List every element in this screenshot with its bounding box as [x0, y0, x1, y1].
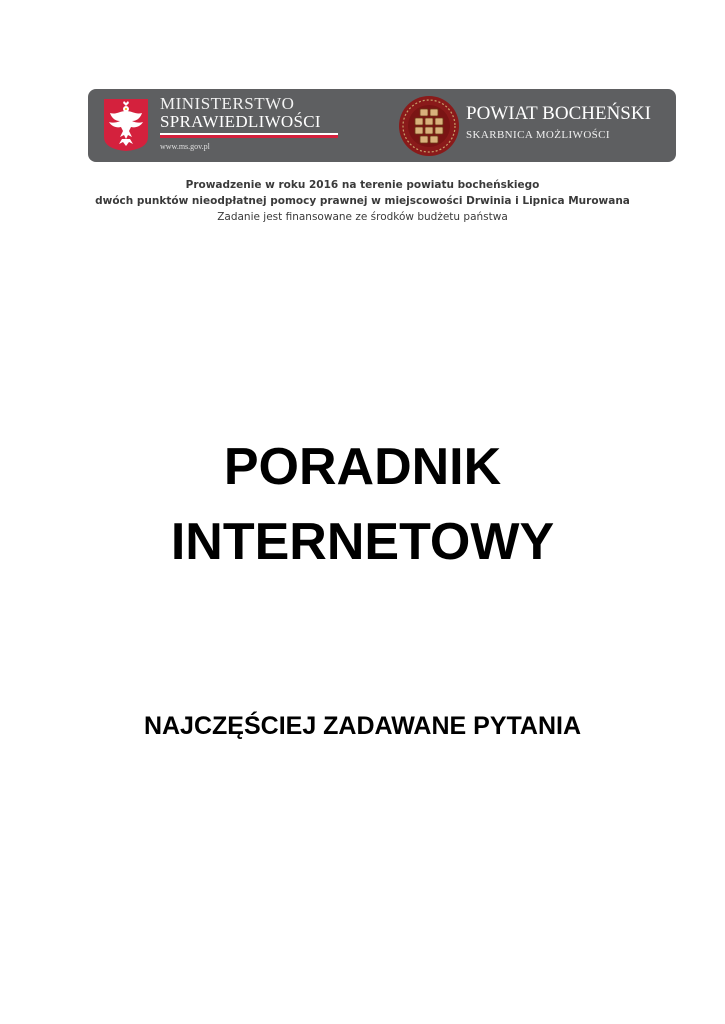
ministry-name-line1: MINISTERSTWO — [160, 94, 295, 113]
powiat-slogan: SKARBNICA MOŻLIWOŚCI — [466, 129, 610, 141]
ministry-url: www.ms.gov.pl — [160, 142, 210, 151]
info-line-1: Prowadzenie w roku 2016 na terenie powiatu bocheńskiego — [185, 179, 540, 191]
title-line-2: INTERNETOWY — [170, 513, 555, 571]
powiat-name: POWIAT BOCHEŃSKI — [466, 103, 651, 124]
info-line-3: Zadanie jest finansowane ze środków budżetu państwa — [217, 211, 508, 223]
page-subtitle: NAJCZĘŚCIEJ ZADAWANE PYTANIA — [143, 712, 582, 740]
powiat-logo — [398, 93, 668, 159]
header-banner — [88, 89, 676, 162]
info-line-2: dwóch punktów nieodpłatnej pomocy prawnej w miejscowości Drwinia i Lipnica Murowana — [95, 195, 630, 207]
salt-blocks-seal-icon — [398, 95, 460, 157]
page-title — [0, 430, 725, 580]
ministry-text — [160, 95, 350, 151]
ministry-name-line2: SPRAWIEDLIWOŚCI — [160, 112, 321, 131]
ministry-flag-stripe — [160, 133, 338, 138]
polish-eagle-emblem-icon — [102, 97, 150, 152]
title-line-1: PORADNIK — [223, 438, 502, 496]
ministry-logo — [102, 95, 342, 157]
powiat-text — [466, 103, 666, 141]
project-info — [0, 177, 725, 225]
